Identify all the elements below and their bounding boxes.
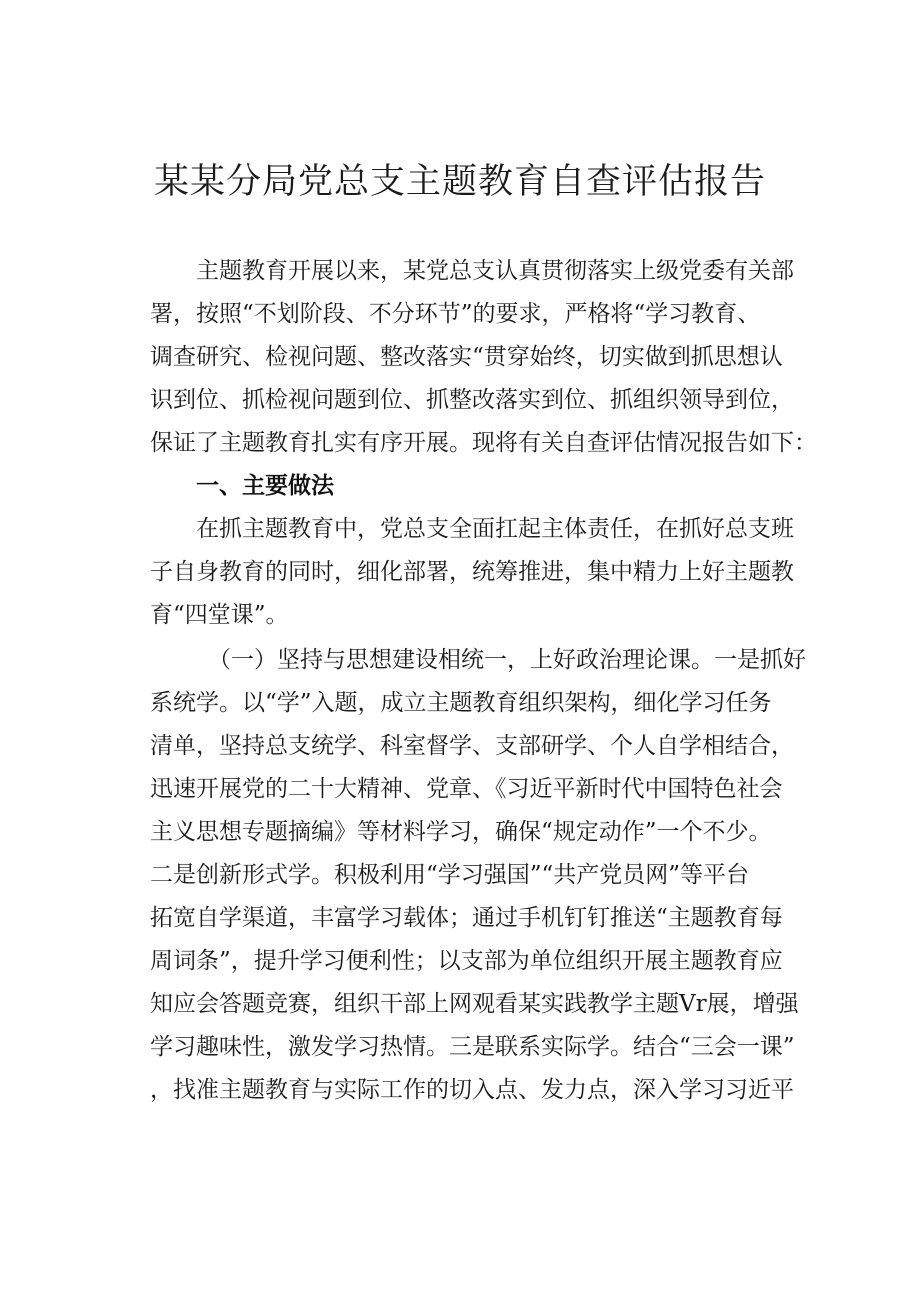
section-heading: 一、主要做法 xyxy=(196,473,334,499)
paragraph-line: 知应会答题竞赛，组织干部上网观看某实践教学主题Vr展，增强 xyxy=(150,991,799,1017)
paragraph-line: 迅速开展党的二十大精神、党章、《习近平新时代中国特色社会 xyxy=(150,776,783,802)
document-title: 某某分局党总支主题教育自查评估报告 xyxy=(153,162,766,202)
paragraph-line: 周词条”，提升学习便利性；以支部为单位组织开展主题教育应 xyxy=(150,948,783,974)
paragraph-line: 系统学。以“学”入题，成立主题教育组织架构，细化学习任务 xyxy=(150,690,772,716)
paragraph-line: 调查研究、检视问题、整改落实“贯穿始终，切实做到抓思想认 xyxy=(150,344,783,370)
paragraph-line: 识到位、抓检视问题到位、抓整改落实到位、抓组织领导到位， xyxy=(150,387,794,413)
paragraph-line: 学习趣味性，激发学习热情。三是联系实际学。结合“三会一课” xyxy=(150,1034,795,1060)
paragraph-line: 子自身教育的同时，细化部署，统筹推进，集中精力上好主题教 xyxy=(150,559,794,585)
subsection-line: （一）坚持与思想建设相统一，上好政治理论课。一是抓好 xyxy=(208,647,806,673)
paragraph-line: 拓宽自学渠道，丰富学习载体；通过手机钉钉推送“主题教育每 xyxy=(150,905,783,931)
paragraph-line: 主义思想专题摘编》等材料学习，确保“规定动作”一个不少。 xyxy=(150,819,772,845)
paragraph-line: 在抓主题教育中，党总支全面扛起主体责任，在抓好总支班 xyxy=(196,516,794,542)
paragraph-line: 署，按照“不划阶段、不分环节”的要求，严格将“学习教育、 xyxy=(150,301,761,327)
paragraph-line: ，找准主题教育与实际工作的切入点、发力点，深入学习习近平 xyxy=(150,1077,794,1103)
paragraph-line: 二是创新形式学。积极利用“学习强国”“共产党员网”等平台 xyxy=(150,862,750,888)
paragraph-line: 主题教育开展以来，某党总支认真贯彻落实上级党委有关部 xyxy=(196,258,794,284)
paragraph-line: 清单，坚持总支统学、科室督学、支部研学、个人自学相结合， xyxy=(150,733,794,759)
paragraph-line: 保证了主题教育扎实有序开展。现将有关自查评估情况报告如下： xyxy=(150,430,817,456)
paragraph-line: 育“四堂课”。 xyxy=(150,602,289,628)
